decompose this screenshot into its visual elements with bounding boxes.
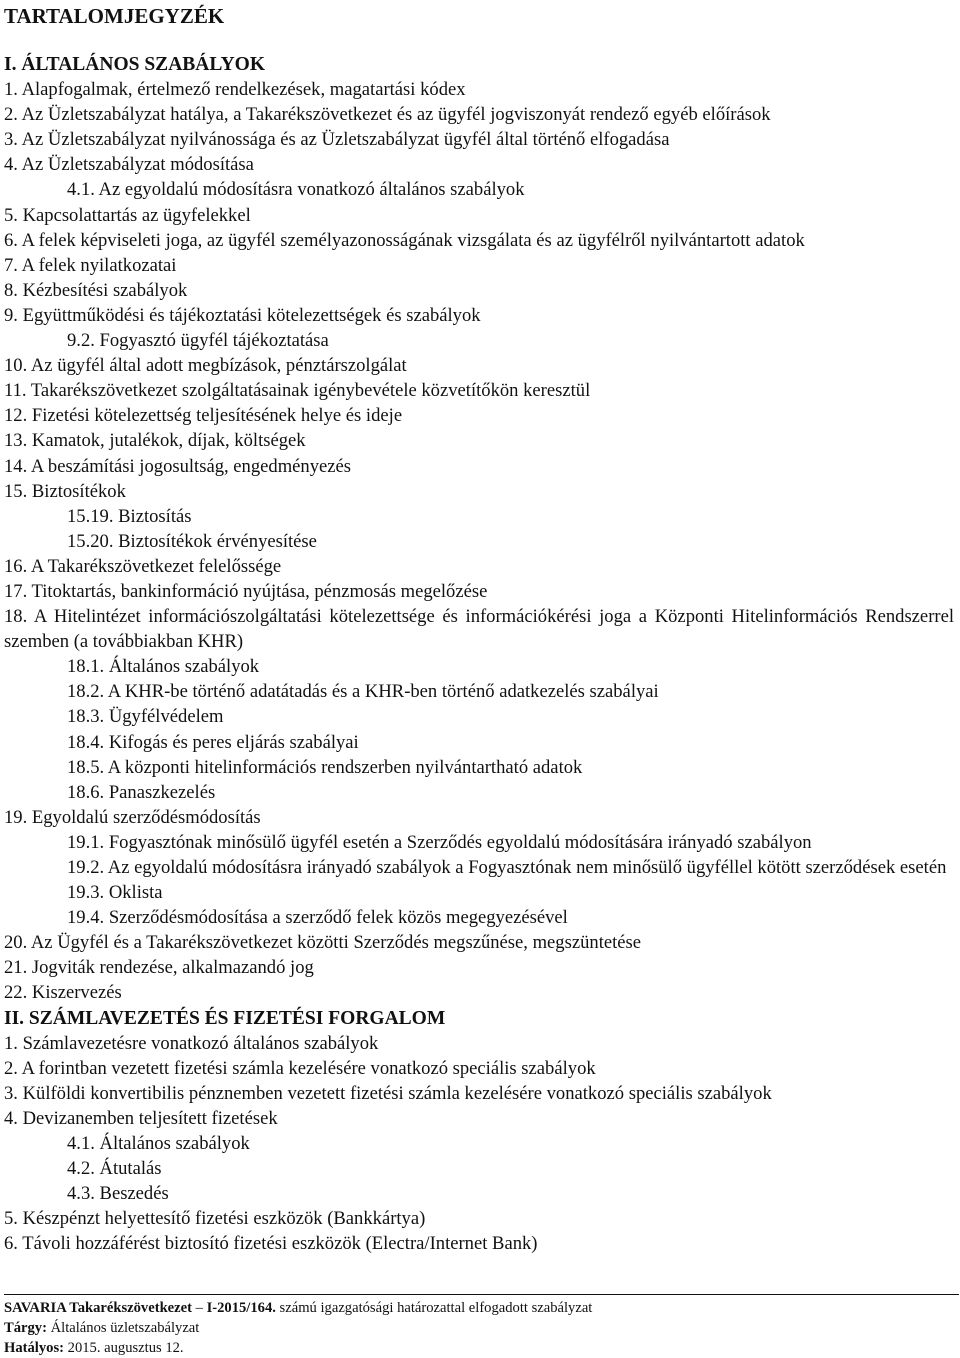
toc-entry: 21. Jogviták rendezése, alkalmazandó jog [4,957,314,979]
toc-subentry: 19.1. Fogyasztónak minősülő ügyfél esetén a Szerződés egyoldalú módosítására irányadó szabályon [67,831,812,853]
footer-ref-number: I-2015/164. [206,1300,276,1316]
toc-subentry: 18.5. A központi hitelinformációs rendszerben nyilvántartható adatok [67,756,583,778]
toc-entry: 1. Alapfogalmak, értelmező rendelkezések, magatartási kódex [4,79,466,101]
toc-subentry: 19.4. Szerződésmódosítása a szerződő felek közös megegyezésével [67,907,568,929]
toc-entry: 15. Biztosítékok [4,480,126,502]
document-title: TARTALOMJEGYZÉK [4,4,225,28]
toc-subentry: 18.2. A KHR-be történő adatátadás és a KHR-ben történő adatkezelés szabályai [67,681,659,703]
footer-line-3 [4,1338,959,1358]
toc-entry: 3. Külföldi konvertibilis pénznemben vezetett fizetési számla kezelésére vonatkozó speciális szabályok [4,1082,772,1104]
toc-entry: 14. A beszámítási jogosultság, engedményezés [4,455,352,477]
toc-entry: 20. Az Ügyfél és a Takarékszövetkezet közötti Szerződés megszűnése, megszüntetése [4,932,642,954]
toc-entry: 6. Távoli hozzáférést biztosító fizetési eszközök (Electra/Internet Bank) [4,1233,538,1255]
footer-line-1 [4,1298,959,1318]
toc-entry: 7. A felek nyilatkozatai [4,254,177,276]
toc-subentry: 4.3. Beszedés [67,1183,169,1205]
toc-entry: 2. Az Üzletszabályzat hatálya, a Takarékszövetkezet és az ügyfél jogviszonyát rendező egyéb előírások [4,104,771,126]
footer-line-2 [4,1318,959,1338]
toc-subentry: 18.4. Kifogás és peres eljárás szabályai [67,731,359,753]
toc-entry: 4. Az Üzletszabályzat módosítása [4,154,254,176]
toc-entry: 17. Titoktartás, bankinformáció nyújtása, pénzmosás megelőzése [4,580,488,602]
toc-entry: 4. Devizanemben teljesített fizetések [4,1107,278,1129]
footer-dash: – [191,1300,207,1316]
toc-subentry: 9.2. Fogyasztó ügyfél tájékoztatása [67,330,329,352]
footer-subject-label: Tárgy: [4,1320,47,1336]
toc-subentry: 19.3. Oklista [67,882,163,904]
footer-effective-label: Hatályos: [4,1340,64,1356]
toc-entry: 18. A Hitelintézet információszolgáltatási kötelezettsége és információkérési joga a Központi Hitelinformációs Rendszerrel szemben (a továbbiakban KHR) [4,606,954,653]
toc-subentry: 18.3. Ügyfélvédelem [67,706,224,728]
toc-entry: 1. Számlavezetésre vonatkozó általános szabályok [4,1032,379,1054]
toc-subentry: 15.20. Biztosítékok érvényesítése [67,530,317,552]
toc-entry: 2. A forintban vezetett fizetési számla kezelésére vonatkozó speciális szabályok [4,1057,596,1079]
footer-ref-text: számú igazgatósági határozattal elfogadott szabályzat [275,1300,593,1316]
toc-entry: 3. Az Üzletszabályzat nyilvánossága és az Üzletszabályzat ügyfél által történő elfogadása [4,129,670,151]
toc-subentry: 15.19. Biztosítás [67,505,192,527]
toc-entry: 5. Készpénzt helyettesítő fizetési eszközök (Bankkártya) [4,1208,426,1230]
footer-org-name: SAVARIA Takarékszövetkezet [4,1300,192,1316]
toc-entry: 12. Fizetési kötelezettség teljesítésének helye és ideje [4,405,403,427]
toc-subentry: 4.2. Átutalás [67,1158,162,1180]
toc-entry: 6. A felek képviseleti joga, az ügyfél személyazonosságának vizsgálata és az ügyfélről nyilvántartott adatok [4,229,805,251]
toc-entry: 11. Takarékszövetkezet szolgáltatásainak igénybevétele közvetítőkön keresztül [4,380,591,402]
toc-entry: 9. Együttműködési és tájékoztatási kötelezettségek és szabályok [4,304,481,326]
footer-subject-value: Általános üzletszabályzat [46,1320,200,1336]
toc-subentry: 19.2. Az egyoldalú módosításra irányadó szabályok a Fogyasztónak nem minősülő ügyféllel kötött szerződések esetén [67,857,947,878]
toc-subentry: 18.6. Panaszkezelés [67,781,216,803]
toc-subentry: 18.1. Általános szabályok [67,656,260,678]
toc-subentry: 4.1. Az egyoldalú módosításra vonatkozó általános szabályok [67,179,525,201]
toc-section-heading: I. ÁLTALÁNOS SZABÁLYOK [4,54,265,75]
footer-effective-value: 2015. augusztus 12. [64,1340,184,1356]
toc-entry: 13. Kamatok, jutalékok, díjak, költségek [4,430,306,452]
toc-subentry: 4.1. Általános szabályok [67,1133,250,1155]
toc-entry: 10. Az ügyfél által adott megbízások, pénztárszolgálat [4,355,407,377]
toc-section-heading: II. SZÁMLAVEZETÉS ÉS FIZETÉSI FORGALOM [4,1007,446,1029]
table-of-contents [4,52,954,1257]
toc-entry: 16. A Takarékszövetkezet felelőssége [4,555,282,577]
page-footer [4,1294,959,1358]
toc-entry: 19. Egyoldalú szerződésmódosítás [4,806,261,828]
toc-entry: 22. Kiszervezés [4,982,122,1004]
toc-entry: 8. Kézbesítési szabályok [4,279,188,301]
toc-entry: 5. Kapcsolattartás az ügyfelekkel [4,204,251,226]
